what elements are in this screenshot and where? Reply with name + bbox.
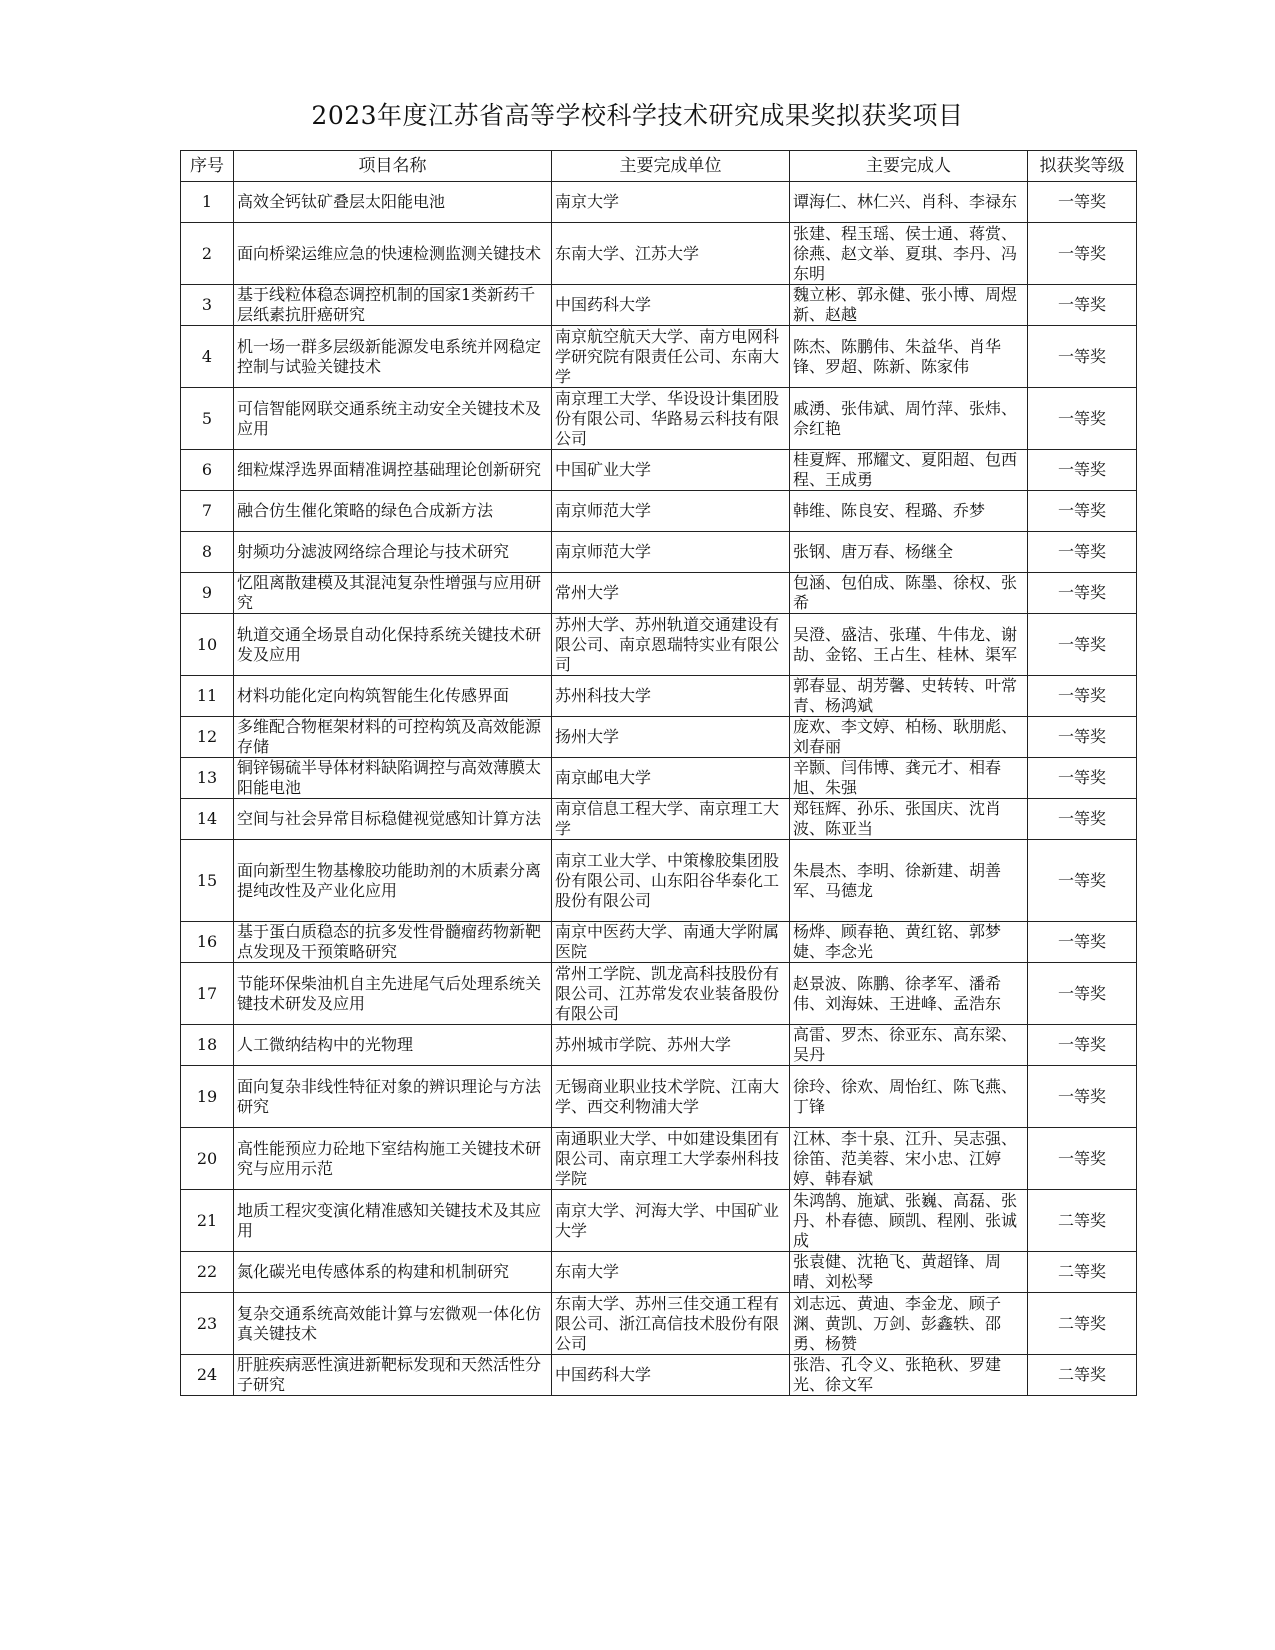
cell-person: 朱晨杰、李明、徐新建、胡善军、马德龙 bbox=[790, 840, 1028, 922]
cell-unit: 常州工学院、凯龙高科技股份有限公司、江苏常发农业装备股份有限公司 bbox=[552, 963, 790, 1025]
table-row bbox=[181, 1025, 1137, 1066]
cell-index: 14 bbox=[181, 799, 234, 840]
cell-project-name: 可信智能网联交通系统主动安全关键技术及应用 bbox=[234, 388, 552, 450]
table-row bbox=[181, 1066, 1137, 1128]
cell-unit: 南京航空航天大学、南方电网科学研究院有限责任公司、东南大学 bbox=[552, 326, 790, 388]
cell-grade: 一等奖 bbox=[1028, 1066, 1137, 1128]
cell-unit: 南京信息工程大学、南京理工大学 bbox=[552, 799, 790, 840]
cell-grade: 二等奖 bbox=[1028, 1190, 1137, 1252]
table-row bbox=[181, 1128, 1137, 1190]
cell-project-name: 基于线粒体稳态调控机制的国家1类新药千层纸素抗肝癌研究 bbox=[234, 285, 552, 326]
cell-project-name: 复杂交通系统高效能计算与宏微观一体化仿真关键技术 bbox=[234, 1293, 552, 1355]
cell-index: 13 bbox=[181, 758, 234, 799]
cell-grade: 二等奖 bbox=[1028, 1252, 1137, 1293]
cell-person: 辛颢、闫伟博、龚元才、相春旭、朱强 bbox=[790, 758, 1028, 799]
cell-index: 19 bbox=[181, 1066, 234, 1128]
cell-index: 1 bbox=[181, 182, 234, 223]
table-row bbox=[181, 491, 1137, 532]
header-person: 主要完成人 bbox=[790, 151, 1028, 182]
cell-project-name: 氮化碳光电传感体系的构建和机制研究 bbox=[234, 1252, 552, 1293]
cell-project-name: 空间与社会异常目标稳健视觉感知计算方法 bbox=[234, 799, 552, 840]
cell-person: 郑钰辉、孙乐、张国庆、沈肖波、陈亚当 bbox=[790, 799, 1028, 840]
cell-project-name: 人工微纳结构中的光物理 bbox=[234, 1025, 552, 1066]
cell-grade: 一等奖 bbox=[1028, 717, 1137, 758]
header-project-name: 项目名称 bbox=[234, 151, 552, 182]
cell-project-name: 面向桥梁运维应急的快速检测监测关键技术 bbox=[234, 223, 552, 285]
cell-index: 17 bbox=[181, 963, 234, 1025]
cell-index: 9 bbox=[181, 573, 234, 614]
cell-unit: 扬州大学 bbox=[552, 717, 790, 758]
cell-person: 张浩、孔令义、张艳秋、罗建光、徐文军 bbox=[790, 1355, 1028, 1396]
cell-grade: 二等奖 bbox=[1028, 1355, 1137, 1396]
cell-project-name: 铜锌锡硫半导体材料缺陷调控与高效薄膜太阳能电池 bbox=[234, 758, 552, 799]
table-row bbox=[181, 450, 1137, 491]
cell-grade: 一等奖 bbox=[1028, 1128, 1137, 1190]
cell-grade: 一等奖 bbox=[1028, 491, 1137, 532]
cell-person: 谭海仁、林仁兴、肖科、李禄东 bbox=[790, 182, 1028, 223]
cell-project-name: 轨道交通全场景自动化保持系统关键技术研发及应用 bbox=[234, 614, 552, 676]
cell-unit: 南京师范大学 bbox=[552, 491, 790, 532]
cell-project-name: 机一场一群多层级新能源发电系统并网稳定控制与试验关键技术 bbox=[234, 326, 552, 388]
cell-person: 张袁健、沈艳飞、黄超锋、周晴、刘松琴 bbox=[790, 1252, 1028, 1293]
cell-unit: 苏州城市学院、苏州大学 bbox=[552, 1025, 790, 1066]
cell-index: 10 bbox=[181, 614, 234, 676]
cell-unit: 南京大学 bbox=[552, 182, 790, 223]
cell-person: 刘志远、黄迪、李金龙、顾子渊、黄凯、万剑、彭鑫轶、邵勇、杨赞 bbox=[790, 1293, 1028, 1355]
cell-index: 5 bbox=[181, 388, 234, 450]
cell-project-name: 基于蛋白质稳态的抗多发性骨髓瘤药物新靶点发现及干预策略研究 bbox=[234, 922, 552, 963]
cell-person: 朱鸿鹄、施斌、张巍、高磊、张丹、朴春德、顾凯、程刚、张诚成 bbox=[790, 1190, 1028, 1252]
cell-person: 郭春显、胡芳馨、史转转、叶常青、杨鸿斌 bbox=[790, 676, 1028, 717]
cell-unit: 南京大学、河海大学、中国矿业大学 bbox=[552, 1190, 790, 1252]
cell-project-name: 面向复杂非线性特征对象的辨识理论与方法研究 bbox=[234, 1066, 552, 1128]
table-row bbox=[181, 573, 1137, 614]
cell-unit: 南京理工大学、华设设计集团股份有限公司、华路易云科技有限公司 bbox=[552, 388, 790, 450]
cell-person: 桂夏辉、邢耀文、夏阳超、包西程、王成勇 bbox=[790, 450, 1028, 491]
cell-unit: 常州大学 bbox=[552, 573, 790, 614]
cell-grade: 一等奖 bbox=[1028, 1025, 1137, 1066]
cell-unit: 南京邮电大学 bbox=[552, 758, 790, 799]
cell-index: 7 bbox=[181, 491, 234, 532]
cell-project-name: 多维配合物框架材料的可控构筑及高效能源存储 bbox=[234, 717, 552, 758]
table-row bbox=[181, 182, 1137, 223]
table-row bbox=[181, 963, 1137, 1025]
cell-index: 22 bbox=[181, 1252, 234, 1293]
cell-project-name: 高效全钙钛矿叠层太阳能电池 bbox=[234, 182, 552, 223]
cell-person: 张建、程玉瑶、侯士通、蒋赏、徐燕、赵文举、夏琪、李丹、冯东明 bbox=[790, 223, 1028, 285]
cell-index: 6 bbox=[181, 450, 234, 491]
cell-person: 陈杰、陈鹏伟、朱益华、肖华锋、罗超、陈新、陈家伟 bbox=[790, 326, 1028, 388]
awards-table bbox=[180, 150, 1137, 1396]
cell-unit: 东南大学 bbox=[552, 1252, 790, 1293]
cell-unit: 苏州科技大学 bbox=[552, 676, 790, 717]
cell-unit: 南京工业大学、中策橡胶集团股份有限公司、山东阳谷华泰化工股份有限公司 bbox=[552, 840, 790, 922]
table-row bbox=[181, 326, 1137, 388]
table-row bbox=[181, 388, 1137, 450]
cell-grade: 二等奖 bbox=[1028, 1293, 1137, 1355]
cell-grade: 一等奖 bbox=[1028, 223, 1137, 285]
cell-project-name: 细粒煤浮选界面精准调控基础理论创新研究 bbox=[234, 450, 552, 491]
cell-index: 11 bbox=[181, 676, 234, 717]
cell-index: 4 bbox=[181, 326, 234, 388]
cell-grade: 一等奖 bbox=[1028, 285, 1137, 326]
cell-index: 20 bbox=[181, 1128, 234, 1190]
cell-grade: 一等奖 bbox=[1028, 532, 1137, 573]
cell-project-name: 忆阻离散建模及其混沌复杂性增强与应用研究 bbox=[234, 573, 552, 614]
table-row bbox=[181, 840, 1137, 922]
cell-grade: 一等奖 bbox=[1028, 758, 1137, 799]
cell-project-name: 肝脏疾病恶性演进新靶标发现和天然活性分子研究 bbox=[234, 1355, 552, 1396]
cell-project-name: 材料功能化定向构筑智能生化传感界面 bbox=[234, 676, 552, 717]
cell-project-name: 射频功分滤波网络综合理论与技术研究 bbox=[234, 532, 552, 573]
cell-person: 包涵、包伯成、陈墨、徐权、张希 bbox=[790, 573, 1028, 614]
cell-unit: 南京中医药大学、南通大学附属医院 bbox=[552, 922, 790, 963]
cell-index: 8 bbox=[181, 532, 234, 573]
cell-unit: 南京师范大学 bbox=[552, 532, 790, 573]
table-row bbox=[181, 717, 1137, 758]
cell-grade: 一等奖 bbox=[1028, 922, 1137, 963]
cell-unit: 中国药科大学 bbox=[552, 1355, 790, 1396]
table-row bbox=[181, 223, 1137, 285]
cell-person: 戚湧、张伟斌、周竹萍、张炜、佘红艳 bbox=[790, 388, 1028, 450]
table-row bbox=[181, 1355, 1137, 1396]
cell-grade: 一等奖 bbox=[1028, 182, 1137, 223]
cell-project-name: 节能环保柴油机自主先进尾气后处理系统关键技术研发及应用 bbox=[234, 963, 552, 1025]
cell-grade: 一等奖 bbox=[1028, 450, 1137, 491]
cell-project-name: 面向新型生物基橡胶功能助剂的木质素分离提纯改性及产业化应用 bbox=[234, 840, 552, 922]
cell-index: 18 bbox=[181, 1025, 234, 1066]
cell-unit: 中国矿业大学 bbox=[552, 450, 790, 491]
cell-unit: 苏州大学、苏州轨道交通建设有限公司、南京恩瑞特实业有限公司 bbox=[552, 614, 790, 676]
cell-index: 12 bbox=[181, 717, 234, 758]
cell-person: 赵景波、陈鹏、徐孝军、潘希伟、刘海妹、王进峰、孟浩东 bbox=[790, 963, 1028, 1025]
cell-unit: 南通职业大学、中如建设集团有限公司、南京理工大学泰州科技学院 bbox=[552, 1128, 790, 1190]
cell-grade: 一等奖 bbox=[1028, 676, 1137, 717]
table-row bbox=[181, 799, 1137, 840]
cell-project-name: 融合仿生催化策略的绿色合成新方法 bbox=[234, 491, 552, 532]
table-row bbox=[181, 758, 1137, 799]
cell-index: 21 bbox=[181, 1190, 234, 1252]
cell-grade: 一等奖 bbox=[1028, 326, 1137, 388]
cell-unit: 中国药科大学 bbox=[552, 285, 790, 326]
table-row bbox=[181, 676, 1137, 717]
table-row bbox=[181, 922, 1137, 963]
cell-grade: 一等奖 bbox=[1028, 388, 1137, 450]
header-grade: 拟获奖等级 bbox=[1028, 151, 1137, 182]
cell-index: 3 bbox=[181, 285, 234, 326]
table-row bbox=[181, 285, 1137, 326]
table-header-row bbox=[181, 151, 1137, 182]
cell-grade: 一等奖 bbox=[1028, 963, 1137, 1025]
cell-index: 15 bbox=[181, 840, 234, 922]
cell-index: 24 bbox=[181, 1355, 234, 1396]
table-body bbox=[181, 182, 1137, 1396]
cell-person: 杨烨、顾春艳、黄红铭、郭梦婕、李念光 bbox=[790, 922, 1028, 963]
cell-grade: 一等奖 bbox=[1028, 614, 1137, 676]
cell-unit: 东南大学、江苏大学 bbox=[552, 223, 790, 285]
cell-person: 吴澄、盛洁、张瑾、牛伟龙、谢劼、金铭、王占生、桂林、渠军 bbox=[790, 614, 1028, 676]
cell-unit: 无锡商业职业技术学院、江南大学、西交利物浦大学 bbox=[552, 1066, 790, 1128]
cell-person: 张钢、唐万春、杨继全 bbox=[790, 532, 1028, 573]
page-title: 2023年度江苏省高等学校科学技术研究成果奖拟获奖项目 bbox=[311, 101, 964, 130]
cell-project-name: 高性能预应力砼地下室结构施工关键技术研究与应用示范 bbox=[234, 1128, 552, 1190]
cell-grade: 一等奖 bbox=[1028, 840, 1137, 922]
cell-person: 魏立彬、郭永健、张小博、周煜新、赵越 bbox=[790, 285, 1028, 326]
table-row bbox=[181, 1252, 1137, 1293]
cell-person: 庞欢、李文婷、柏杨、耿朋彪、刘春丽 bbox=[790, 717, 1028, 758]
cell-index: 2 bbox=[181, 223, 234, 285]
table-row bbox=[181, 1190, 1137, 1252]
cell-person: 徐玲、徐欢、周怡红、陈飞燕、丁锋 bbox=[790, 1066, 1028, 1128]
table-row bbox=[181, 614, 1137, 676]
table-row bbox=[181, 532, 1137, 573]
header-index: 序号 bbox=[181, 151, 234, 182]
cell-project-name: 地质工程灾变演化精准感知关键技术及其应用 bbox=[234, 1190, 552, 1252]
cell-grade: 一等奖 bbox=[1028, 799, 1137, 840]
header-unit: 主要完成单位 bbox=[552, 151, 790, 182]
cell-person: 江林、李十泉、江升、吴志强、徐笛、范美蓉、宋小忠、江婷婷、韩春斌 bbox=[790, 1128, 1028, 1190]
cell-index: 23 bbox=[181, 1293, 234, 1355]
cell-person: 高雷、罗杰、徐亚东、高东梁、吴丹 bbox=[790, 1025, 1028, 1066]
cell-person: 韩维、陈良安、程璐、乔梦 bbox=[790, 491, 1028, 532]
cell-unit: 东南大学、苏州三佳交通工程有限公司、浙江高信技术股份有限公司 bbox=[552, 1293, 790, 1355]
cell-grade: 一等奖 bbox=[1028, 573, 1137, 614]
table-row bbox=[181, 1293, 1137, 1355]
cell-index: 16 bbox=[181, 922, 234, 963]
